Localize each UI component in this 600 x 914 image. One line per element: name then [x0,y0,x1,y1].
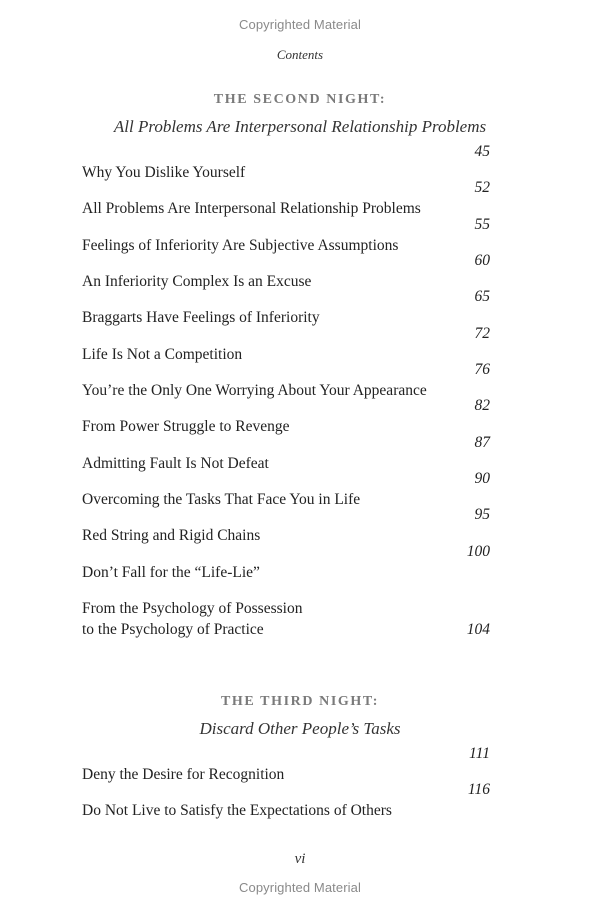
toc-entry-title [82,598,452,640]
part-title-third-night: Discard Other People’s Tasks [199,719,401,738]
toc-entry-page: 111 [469,745,490,762]
toc-entry-title: Don’t Fall for the “Life-Lie” [82,564,260,581]
toc-entry-page: 72 [474,325,490,342]
part-title-second-night: All Problems Are Interpersonal Relationship Problems [113,117,487,136]
toc-entry-page: 100 [466,543,490,560]
toc-entry-title: Why You Dislike Yourself [82,164,246,181]
toc-entry-page: 82 [474,397,490,414]
toc-entry-title: Red String and Rigid Chains [82,527,261,544]
toc-entry-title: Overcoming the Tasks That Face You in Life [82,491,361,508]
toc-entry-title: All Problems Are Interpersonal Relationship Problems [82,200,421,217]
toc-entry-title-line2: to the Psychology of Practice [82,621,264,638]
watermark-bottom: Copyrighted Material [239,880,361,895]
toc-entry-title: Deny the Desire for Recognition [82,766,285,783]
toc-entry-title: Feelings of Inferiority Are Subjective Assumptions [82,237,399,254]
toc-entry-title: Admitting Fault Is Not Defeat [82,455,269,472]
toc-entry-page: 60 [474,252,490,269]
toc-entry-page: 104 [466,621,490,638]
toc-entry-title: From Power Struggle to Revenge [82,418,290,435]
toc-entry-page: 90 [474,470,490,487]
toc-entry-title: Do Not Live to Satisfy the Expectations of Others [82,802,392,819]
toc-entry-title: Braggarts Have Feelings of Inferiority [82,309,320,326]
watermark-top: Copyrighted Material [239,17,361,32]
toc-entry-page: 52 [474,179,490,196]
toc-entry-page: 45 [474,143,490,160]
toc-entry-page: 95 [474,506,490,523]
part-label-third-night: THE THIRD NIGHT: [220,694,380,709]
toc-entry-title-line1: From the Psychology of Possession [82,600,303,617]
toc-entry-title: An Inferiority Complex Is an Excuse [82,273,312,290]
page-number: vi [294,851,306,867]
toc-entry[interactable] [82,598,492,640]
toc-entry-page: 116 [467,781,490,798]
toc-entry-page: 87 [474,434,490,451]
running-head: Contents [276,47,324,62]
toc-entry-page: 65 [474,288,490,305]
toc-entry-title: You’re the Only One Worrying About Your Appearance [82,382,427,399]
toc-entry-page: 55 [474,216,490,233]
toc-entry-page: 76 [474,361,490,378]
part-label-second-night: THE SECOND NIGHT: [213,92,387,107]
toc-entry-title: Life Is Not a Competition [82,346,243,363]
